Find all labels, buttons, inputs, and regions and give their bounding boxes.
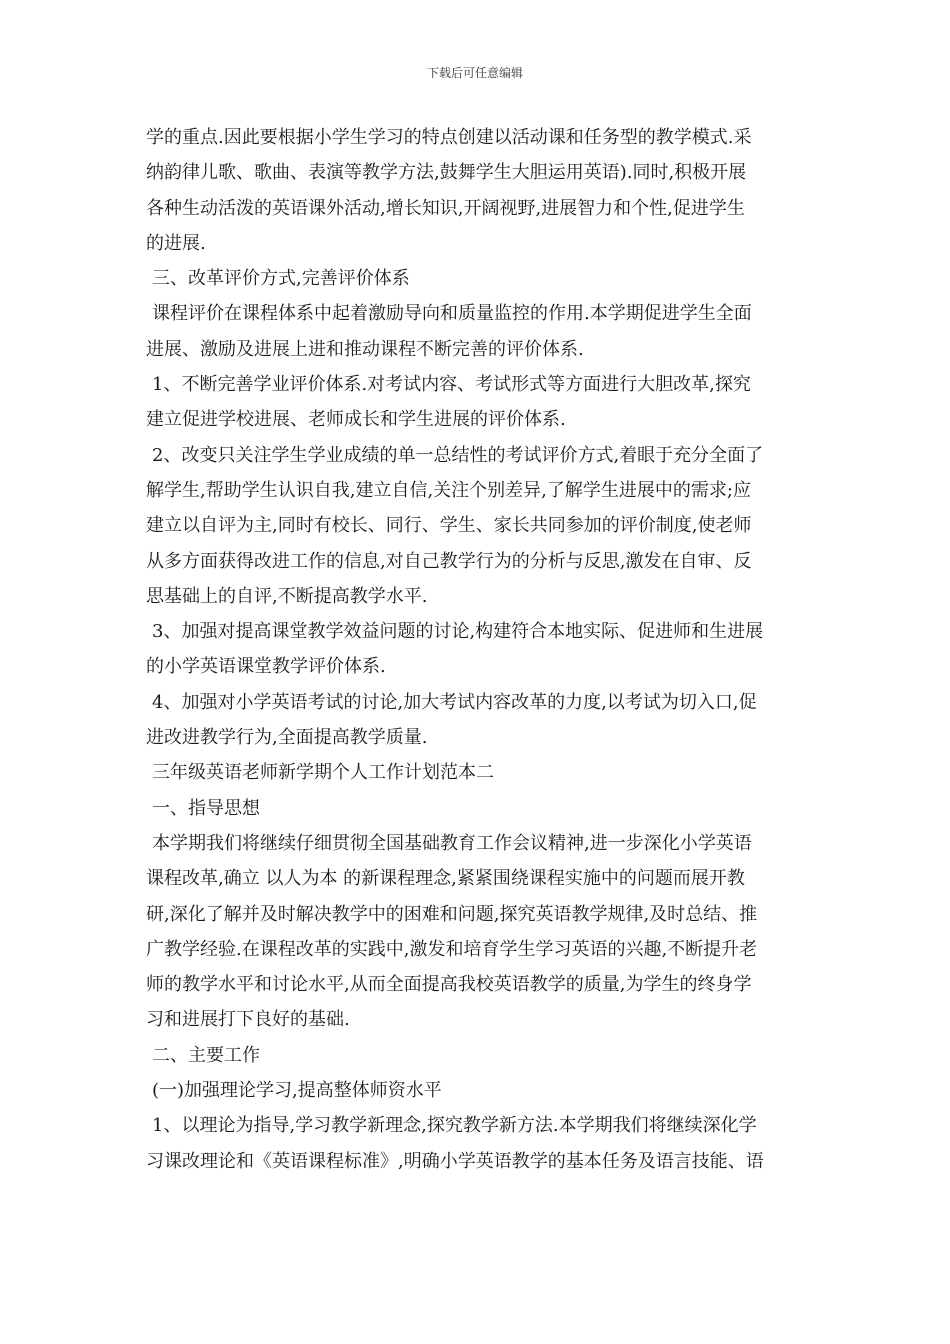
text-line-30: 习课改理论和《英语课程标准》,明确小学英语教学的基本任务及语言技能、语 — [146, 1150, 764, 1172]
text-line-13: 从多方面获得改进工作的信息,对自己教学行为的分析与反思,激发在自审、反 — [146, 550, 752, 572]
text-line-11: 解学生,帮助学生认识自我,建立自信,关注个别差异,了解学生进展中的需求;应 — [146, 479, 751, 501]
section-heading-1: 一、指导思想 — [152, 797, 260, 819]
text-line-6: 课程评价在课程体系中起着激励导向和质量监控的作用.本学期促进学生全面 — [152, 303, 752, 325]
text-line-24: 广教学经验.在课程改革的实践中,激发和培育学生学习英语的兴趣,不断提升老 — [146, 938, 758, 960]
section-heading-3: 三、改革评价方式,完善评价体系 — [152, 268, 410, 290]
list-item-1: 1、不断完善学业评价体系.对考试内容、考试形式等方面进行大胆改革,探究 — [152, 374, 751, 396]
text-line-18: 进改进教学行为,全面提高教学质量. — [146, 727, 428, 749]
text-line-16: 的小学英语课堂教学评价体系. — [146, 656, 386, 678]
text-line-23: 研,深化了解并及时解决教学中的困难和问题,探究英语教学规律,及时总结、推 — [146, 903, 758, 925]
text-line-22: 课程改革,确立 以人为本 的新课程理念,紧紧围绕课程实施中的问题而展开教 — [146, 868, 745, 890]
text-line-14: 思基础上的自评,不断提高教学水平. — [146, 585, 428, 607]
page-header: 下载后可任意编辑 — [426, 66, 523, 80]
text-line-25: 师的教学水平和讨论水平,从而全面提高我校英语教学的质量,为学生的终身学 — [146, 974, 752, 996]
list-item-2: 2、改变只关注学生学业成绩的单一总结性的考试评价方式,着眼于充分全面了 — [152, 444, 764, 466]
subsection-heading-1: (一)加强理论学习,提高整体师资水平 — [152, 1080, 442, 1102]
text-line-21: 本学期我们将继续仔细贯彻全国基础教育工作会议精神,进一步深化小学英语 — [152, 832, 752, 854]
document-body — [146, 120, 806, 1179]
text-line-7: 进展、激励及进展上进和推动课程不断完善的评价体系. — [146, 338, 584, 360]
text-line-2: 纳韵律儿歌、歌曲、表演等教学方法,鼓舞学生大胆运用英语).同时,积极开展 — [146, 162, 747, 184]
text-line-4: 的进展. — [146, 232, 206, 254]
section-heading-2: 二、主要工作 — [152, 1044, 260, 1066]
text-line-26: 习和进展打下良好的基础. — [146, 1009, 350, 1031]
text-line-9: 建立促进学校进展、老师成长和学生进展的评价体系. — [146, 409, 566, 431]
subtitle: 三年级英语老师新学期个人工作计划范本二 — [152, 762, 494, 784]
list-item-5: 1、以理论为指导,学习教学新理念,探究教学新方法.本学期我们将继续深化学 — [152, 1115, 757, 1137]
text-line-12: 建立以自评为主,同时有校长、同行、学生、家长共同参加的评价制度,使老师 — [146, 515, 752, 537]
text-line-3: 各种生动活泼的英语课外活动,增长知识,开阔视野,进展智力和个性,促进学生 — [146, 197, 745, 219]
text-line-1: 学的重点.因此要根据小学生学习的特点创建以活动课和任务型的教学模式.采 — [146, 127, 752, 148]
list-item-4: 4、加强对小学英语考试的讨论,加大考试内容改革的力度,以考试为切入口,促 — [152, 691, 757, 713]
list-item-3: 3、加强对提高课堂教学效益问题的讨论,构建符合本地实际、促进师和生进展 — [152, 621, 764, 643]
